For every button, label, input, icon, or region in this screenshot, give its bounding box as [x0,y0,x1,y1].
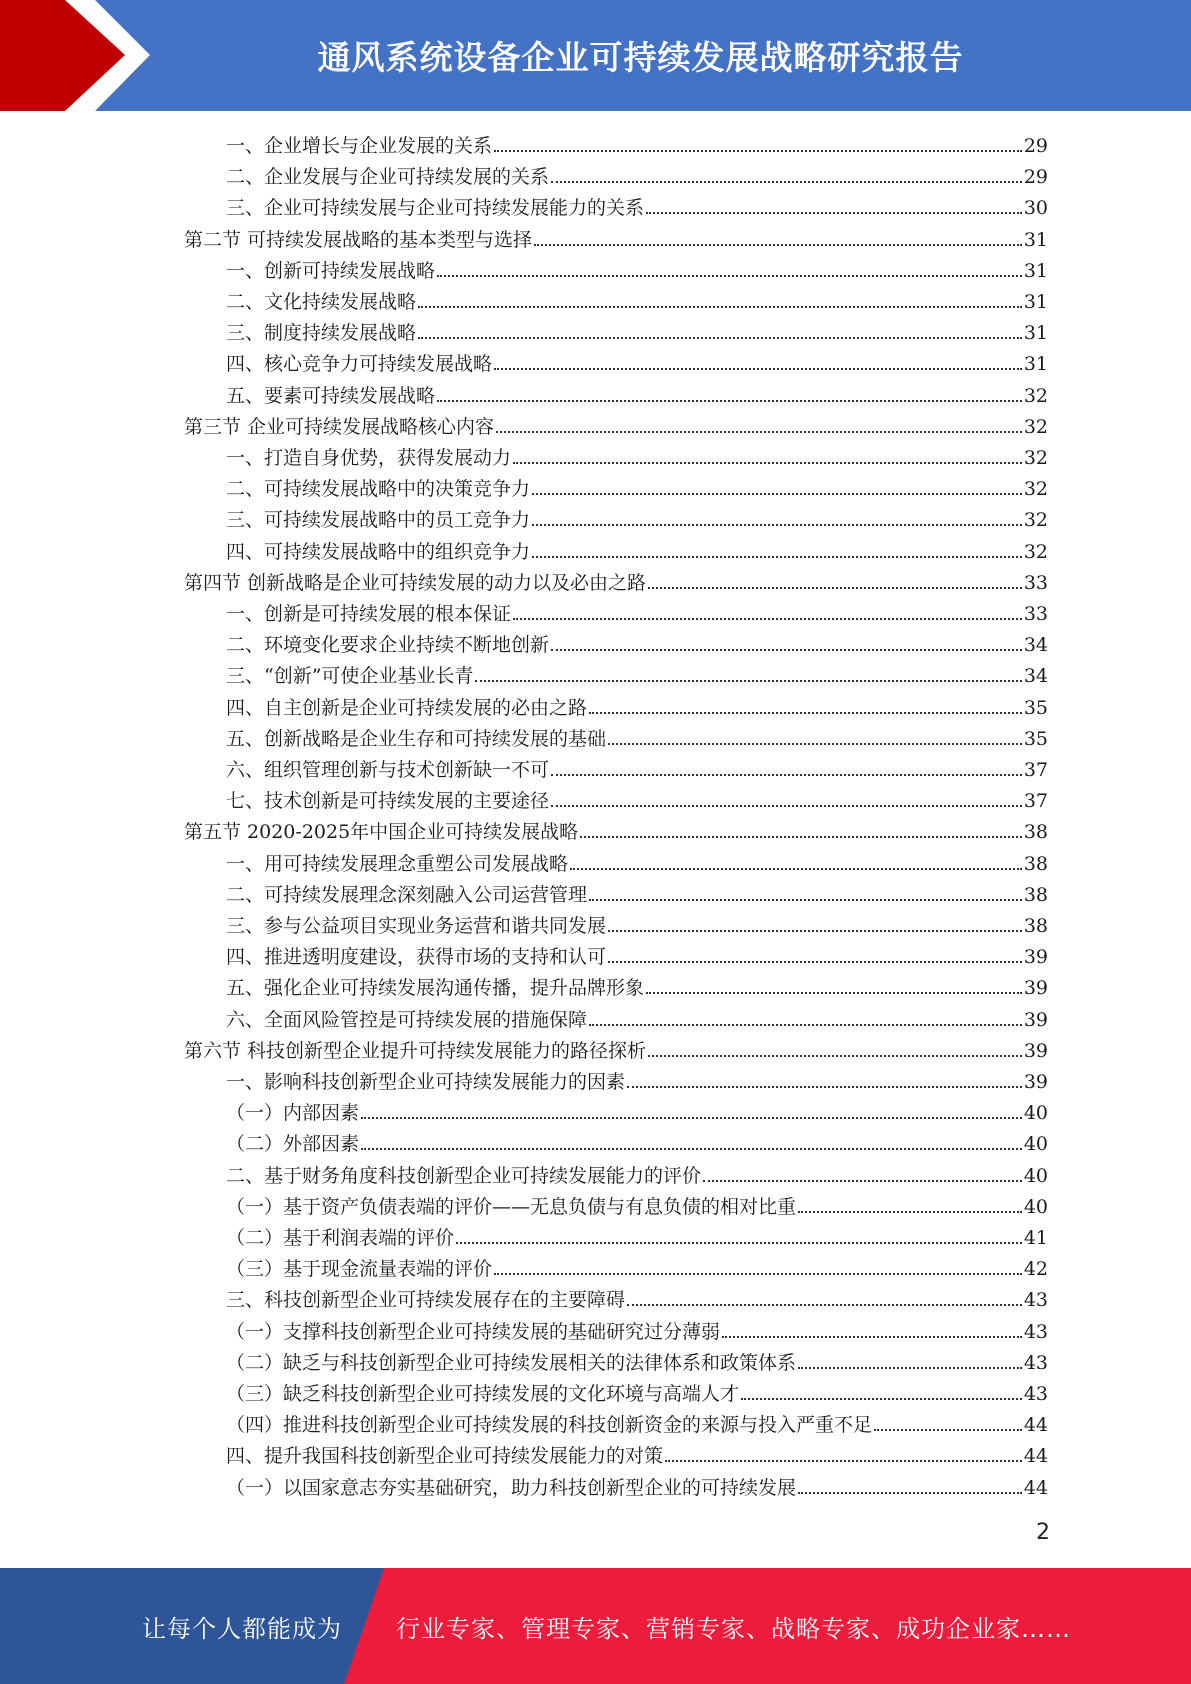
toc-entry[interactable] [226,782,1048,813]
toc-dot-leader [513,618,1022,620]
toc-entry[interactable] [226,1375,1048,1406]
toc-entry-title: 二、文化持续发展战略 [226,291,417,313]
toc-entry-title: （一）以国家意志夯实基础研究，助力科技创新型企业的可持续发展 [226,1476,797,1499]
toc-entry-title: 三、科技创新型企业可持续发展存在的主要障碍 [226,1289,626,1312]
toc-entry[interactable] [226,1001,1048,1032]
toc-entry-title: 四、自主创新是企业可持续发展的必由之路 [226,696,588,719]
toc-dot-leader [437,275,1022,277]
page-number: 2 [1036,1520,1050,1545]
toc-entry-page: 31 [1023,228,1048,251]
toc-entry[interactable] [226,626,1048,657]
page-header [0,0,1191,111]
toc-dot-leader [496,431,1022,433]
toc-dot-leader [532,556,1022,558]
toc-dot-leader [361,1117,1022,1119]
toc-entry-title: （二）缺乏与科技创新型企业可持续发展相关的法律体系和政策体系 [226,1351,797,1374]
toc-dot-leader [608,930,1022,932]
toc-dot-leader [665,1460,1022,1462]
toc-entry-page: 31 [1023,353,1048,376]
toc-entry[interactable] [226,127,1048,158]
toc-entry[interactable] [226,938,1048,969]
toc-entry-page: 32 [1023,509,1048,532]
toc-entry-page: 39 [1023,977,1048,1000]
toc-dot-leader [589,899,1022,901]
toc-entry-page: 37 [1023,790,1048,813]
toc-entry[interactable] [226,345,1048,376]
toc-entry[interactable] [226,1063,1048,1094]
toc-entry[interactable] [226,1094,1048,1125]
toc-dot-leader [646,992,1022,994]
toc-entry-page: 38 [1023,821,1048,844]
toc-dot-leader [456,1242,1022,1244]
toc-entry-title: 四、可持续发展战略中的组织竞争力 [226,540,531,563]
toc-entry-title: 第四节 创新战略是企业可持续发展的动力以及必由之路 [184,571,647,594]
toc-entry-page: 31 [1023,259,1048,282]
toc-entry-page: 32 [1023,478,1048,501]
toc-entry[interactable] [226,252,1048,283]
toc-entry[interactable] [226,501,1048,532]
toc-entry-title: 三、参与公益项目实现业务运营和谐共同发展 [226,915,607,937]
toc-dot-leader [648,1055,1022,1057]
toc-dot-leader [627,1086,1022,1088]
toc-entry-title: （二）基于利润表端的评价 [226,1227,455,1249]
toc-entry-page: 32 [1023,447,1048,469]
page-footer [0,1568,1191,1684]
toc-entry-title: 第六节 科技创新型企业提升可持续发展能力的路径探析 [184,1039,647,1062]
toc-entry-page: 29 [1023,166,1048,189]
toc-entry-page: 40 [1023,1133,1048,1156]
toc-entry[interactable] [226,1437,1048,1468]
toc-entry-title: （三）缺乏科技创新型企业可持续发展的文化环境与高端人才 [226,1383,740,1405]
toc-entry-title: 二、环境变化要求企业持续不断地创新 [226,634,550,657]
toc-entry[interactable] [226,1125,1048,1156]
toc-entry-title: （一）支撑科技创新型企业可持续发展的基础研究过分薄弱 [226,1320,721,1343]
toc-entry-page: 30 [1023,197,1048,220]
toc-entry-title: （三）基于现金流量表端的评价 [226,1258,493,1281]
toc-entry[interactable] [226,1250,1048,1281]
toc-entry-title: 三、制度持续发展战略 [226,322,417,345]
toc-entry[interactable] [226,969,1048,1000]
toc-entry-title: 六、组织管理创新与技术创新缺一不可 [226,759,550,781]
toc-entry[interactable] [184,564,1048,595]
toc-entry-page: 35 [1023,727,1048,750]
toc-entry-title: 一、创新是可持续发展的根本保证 [226,603,512,625]
toc-entry-page: 40 [1023,1102,1048,1125]
toc-entry[interactable] [184,813,1048,844]
toc-dot-leader [494,150,1022,152]
toc-entry-page: 39 [1023,946,1048,969]
toc-dot-leader [418,337,1022,339]
toc-entry-title: 四、提升我国科技创新型企业可持续发展能力的对策 [226,1445,664,1468]
toc-dot-leader [551,774,1022,776]
toc-entry-page: 31 [1023,291,1048,313]
toc-entry-page: 40 [1023,1195,1048,1218]
toc-dot-leader [741,1398,1022,1400]
toc-entry-page: 41 [1023,1227,1048,1249]
toc-entry-page: 38 [1023,915,1048,937]
toc-entry-page: 40 [1023,1164,1048,1187]
toc-entry[interactable] [226,158,1048,189]
toc-entry-page: 31 [1023,322,1048,345]
toc-dot-leader [608,743,1022,745]
toc-entry-page: 32 [1023,415,1048,438]
toc-entry-title: 一、创新可持续发展战略 [226,259,436,282]
toc-entry-title: 第二节 可持续发展战略的基本类型与选择 [184,228,533,251]
toc-entry-title: 六、全面风险管控是可持续发展的措施保障 [226,1008,588,1031]
toc-entry-title: 第三节 企业可持续发展战略核心内容 [184,415,495,438]
toc-entry[interactable] [184,221,1048,252]
toc-entry-page: 37 [1023,759,1048,781]
toc-dot-leader [627,1304,1022,1306]
toc-dot-leader [648,587,1022,589]
toc-entry[interactable] [226,439,1048,470]
toc-entry-page: 32 [1023,384,1048,407]
toc-dot-leader [513,462,1022,464]
toc-entry[interactable] [226,1281,1048,1312]
toc-entry[interactable] [226,1219,1048,1250]
document-title: 通风系统设备企业可持续发展战略研究报告 [317,38,964,77]
toc-dot-leader [589,1024,1022,1026]
toc-entry[interactable] [226,876,1048,907]
toc-entry-title: 五、创新战略是企业生存和可持续发展的基础 [226,727,607,750]
toc-entry-title: 一、影响科技创新型企业可持续发展能力的因素 [226,1071,626,1093]
toc-entry[interactable] [226,377,1048,408]
toc-entry-page: 44 [1023,1476,1048,1499]
toc-entry[interactable] [184,408,1048,439]
toc-entry[interactable] [226,1157,1048,1188]
toc-dot-leader [580,836,1022,838]
toc-entry[interactable] [226,657,1048,688]
toc-entry[interactable] [226,314,1048,345]
toc-entry-page: 42 [1023,1258,1048,1281]
toc-entry-page: 39 [1023,1071,1048,1093]
toc-entry-page: 44 [1023,1445,1048,1468]
toc-entry-title: （一）内部因素 [226,1102,360,1125]
toc-dot-leader [534,244,1022,246]
toc-dot-leader [798,1492,1022,1494]
toc-entry-title: （二）外部因素 [226,1133,360,1156]
toc-dot-leader [494,368,1022,370]
toc-dot-leader [418,306,1022,308]
toc-entry-title: （四）推进科技创新型企业可持续发展的科技创新资金的来源与投入严重不足 [226,1414,873,1437]
toc-entry[interactable] [226,189,1048,220]
toc-dot-leader [646,212,1022,214]
toc-entry[interactable] [226,595,1048,626]
toc-entry-page: 43 [1023,1351,1048,1374]
toc-dot-leader [494,1273,1022,1275]
footer-slogan-left: 让每个人都能成为 [142,1614,342,1643]
toc-entry-title: 三、“创新”可使企业基业长青 [226,665,474,688]
toc-dot-leader [475,680,1021,682]
toc-entry-title: 一、用可持续发展理念重塑公司发展战略 [226,852,569,875]
toc-entry-title: 七、技术创新是可持续发展的主要途径 [226,790,550,813]
toc-dot-leader [532,524,1022,526]
toc-entry-title: 二、可持续发展理念深刻融入公司运营管理 [226,883,588,906]
toc-dot-leader [570,868,1022,870]
toc-entry-title: 二、基于财务角度科技创新型企业可持续发展能力的评价 [226,1164,702,1187]
toc-entry[interactable] [226,470,1048,501]
toc-entry[interactable] [226,533,1048,564]
toc-entry-title: 三、可持续发展战略中的员工竞争力 [226,509,531,532]
toc-entry-page: 38 [1023,883,1048,906]
toc-dot-leader [437,400,1022,402]
toc-dot-leader [798,1211,1022,1213]
toc-dot-leader [532,493,1022,495]
toc-dot-leader [703,1180,1022,1182]
toc-entry-page: 29 [1023,135,1048,157]
toc-entry-page: 34 [1023,665,1048,688]
toc-entry[interactable] [226,1406,1048,1437]
toc-entry-page: 39 [1023,1008,1048,1031]
toc-entry-title: 三、企业可持续发展与企业可持续发展能力的关系 [226,197,645,220]
toc-entry[interactable] [226,845,1048,876]
toc-entry-title: 五、强化企业可持续发展沟通传播，提升品牌形象 [226,977,645,1000]
toc-entry-title: 四、核心竞争力可持续发展战略 [226,353,493,376]
toc-entry[interactable] [226,1188,1048,1219]
toc-entry-page: 33 [1023,571,1048,594]
toc-entry[interactable] [184,1032,1048,1063]
toc-entry[interactable] [226,720,1048,751]
toc-entry-page: 43 [1023,1289,1048,1312]
toc-entry-page: 39 [1023,1039,1048,1062]
toc-entry[interactable] [226,283,1048,314]
footer-slogan-right: 行业专家、管理专家、营销专家、战略专家、成功企业家…… [396,1614,1071,1643]
toc-dot-leader [798,1367,1022,1369]
toc-dot-leader [551,805,1022,807]
toc-entry[interactable] [226,1469,1048,1500]
toc-dot-leader [589,712,1022,714]
toc-entry-page: 35 [1023,696,1048,719]
toc-entry-title: 一、企业增长与企业发展的关系 [226,135,493,157]
toc-entry-page: 32 [1023,540,1048,563]
toc-dot-leader [551,181,1022,183]
toc-entry-title: 四、推进透明度建设，获得市场的支持和认可 [226,946,607,969]
toc-dot-leader [551,649,1022,651]
toc-entry-title: （一）基于资产负债表端的评价——无息负债与有息负债的相对比重 [226,1195,797,1218]
toc-entry-title: 二、企业发展与企业可持续发展的关系 [226,166,550,189]
toc-entry-title: 五、要素可持续发展战略 [226,384,436,407]
toc-entry-page: 33 [1023,603,1048,625]
toc-entry[interactable] [226,1313,1048,1344]
toc-entry-page: 44 [1023,1414,1048,1437]
toc-entry[interactable] [226,1344,1048,1375]
toc-entry-page: 38 [1023,852,1048,875]
toc-dot-leader [608,961,1022,963]
toc-entry[interactable] [226,689,1048,720]
toc-entry-title: 第五节 2020-2025年中国企业可持续发展战略 [184,821,579,844]
toc-entry-page: 43 [1023,1383,1048,1405]
toc-dot-leader [874,1429,1022,1431]
toc-entry-page: 34 [1023,634,1048,657]
toc-dot-leader [722,1336,1022,1338]
toc-entry[interactable] [226,751,1048,782]
toc-entry-title: 二、可持续发展战略中的决策竞争力 [226,478,531,501]
toc-entry-title: 一、打造自身优势，获得发展动力 [226,447,512,469]
toc-dot-leader [361,1148,1022,1150]
toc-entry-page: 43 [1023,1320,1048,1343]
toc-entry[interactable] [226,907,1048,938]
